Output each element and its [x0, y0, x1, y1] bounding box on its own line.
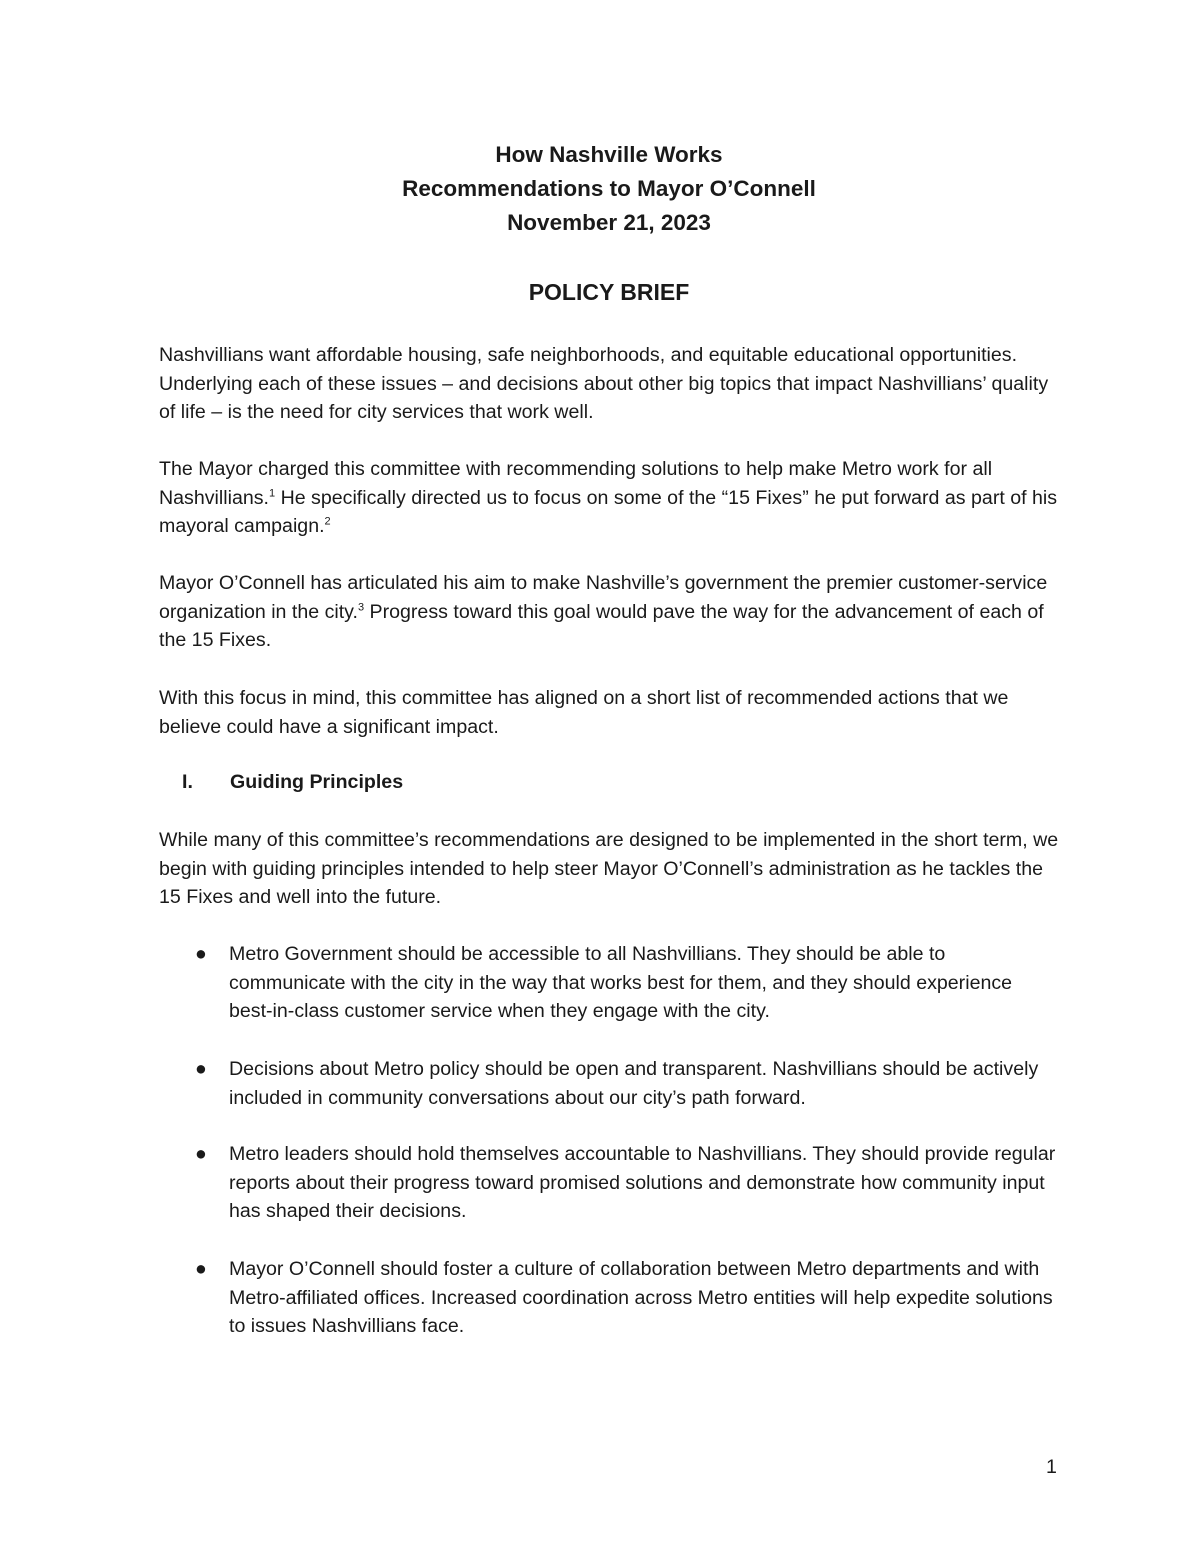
bullet-text: Mayor O’Connell should foster a culture of collaboration between Metro departments and with Metro-affiliated offices. Increased coordination across Metro entities will help expedite solutions to issues Nashvillians face. [229, 1258, 1053, 1338]
document-subtitle: Recommendations to Mayor O’Connell [402, 176, 816, 201]
policy-brief-heading: POLICY BRIEF [528, 279, 690, 305]
footnote-ref-2: 2 [324, 515, 331, 528]
focus-paragraph: With this focus in mind, this committee has aligned on a short list of recommended actions that we believe could have a significant impact. [159, 687, 1009, 738]
document-title: How Nashville Works [495, 142, 723, 167]
section-numeral: I. [182, 771, 193, 793]
mandate-paragraph [159, 455, 1059, 541]
bullet-text: Decisions about Metro policy should be open and transparent. Nashvillians should be actively included in community conversations about our city’s path forward. [229, 1058, 1039, 1109]
intro-paragraph: Nashvillians want affordable housing, safe neighborhoods, and equitable educational opportunities. Underlying each of these issues – and decisions about other big topics that impact Nashvillians’ quality of life – is the need for city services that work well. [159, 344, 1049, 424]
mandate-text-part1: The Mayor charged this committee with recommending solutions to help make Metro work for all Nashvillians. [159, 458, 993, 509]
aim-text-part1: Mayor O’Connell has articulated his aim to make Nashville’s government the premier customer-service organization in the city. [159, 572, 1048, 623]
aim-paragraph [159, 569, 1059, 655]
bullet-text: Metro leaders should hold themselves accountable to Nashvillians. They should provide regular reports about their progress toward promised solutions and demonstrate how community input has shaped their decisions. [229, 1143, 1056, 1223]
section-heading-guiding-principles [182, 768, 403, 796]
section-title: Guiding Principles [230, 771, 404, 793]
document-date: November 21, 2023 [507, 210, 711, 235]
bullet-dot-icon: ● [195, 1058, 207, 1080]
footnote-ref-1: 1 [269, 487, 276, 500]
document-title-block [0, 138, 1200, 240]
footnote-ref-3: 3 [357, 601, 365, 614]
mandate-text-part2: He specifically directed us to focus on some of the “15 Fixes” he put forward as part of his mayoral campaign. [159, 486, 1058, 538]
page-number: 1 [1046, 1456, 1057, 1478]
bullet-text: Metro Government should be accessible to all Nashvillians. They should be able to communicate with the city in the way that works best for them, and they should experience best-in-class customer service when they engage with the city. [229, 943, 1013, 1023]
aim-text-part2: Progress toward this goal would pave the way for the advancement of each of the 15 Fixes. [159, 600, 1044, 652]
bullet-dot-icon: ● [195, 943, 207, 965]
bullet-dot-icon: ● [195, 1143, 207, 1165]
bullet-dot-icon: ● [195, 1258, 207, 1280]
section-intro-paragraph: While many of this committee’s recommendations are designed to be implemented in the short term, we begin with guiding principles intended to help steer Mayor O’Connell’s administration as he tackles the 15 Fixes and well into the future. [159, 829, 1059, 909]
